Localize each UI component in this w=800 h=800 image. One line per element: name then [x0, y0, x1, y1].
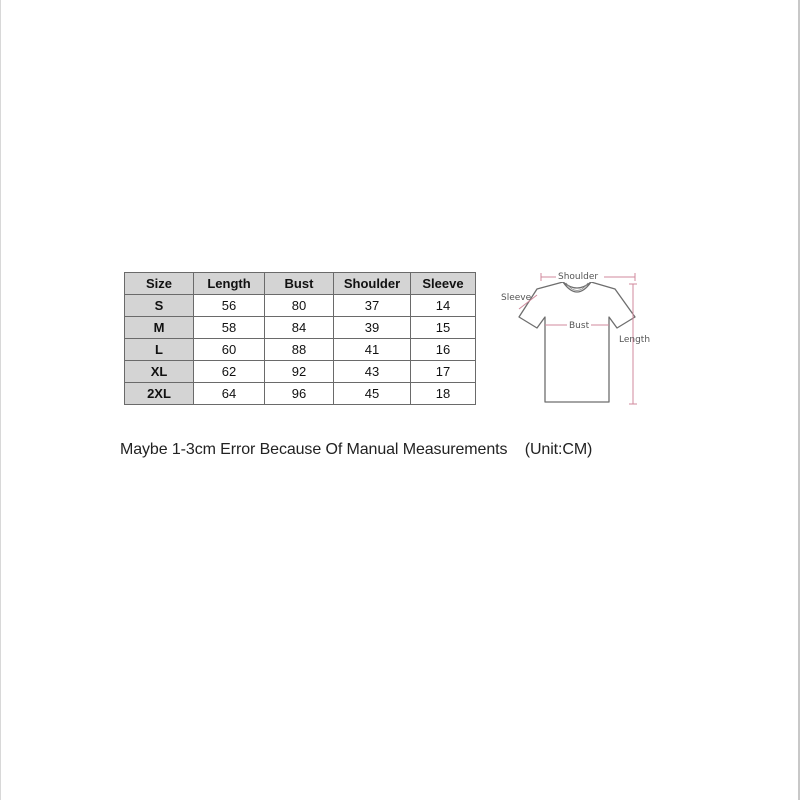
sleeve-label: Sleeve [501, 293, 532, 303]
bust-cell: 92 [265, 361, 334, 383]
bust-cell: 88 [265, 339, 334, 361]
length-cell: 64 [194, 383, 265, 405]
table-row [125, 295, 476, 317]
header-length: Length [194, 273, 265, 295]
shoulder-label: Shoulder [558, 272, 599, 282]
length-cell: 58 [194, 317, 265, 339]
tshirt-measurement-diagram [497, 262, 665, 412]
bust-cell: 80 [265, 295, 334, 317]
shoulder-cell: 39 [334, 317, 411, 339]
page-left-edge [0, 0, 1, 800]
size-cell: L [125, 339, 194, 361]
size-cell: S [125, 295, 194, 317]
length-cell: 56 [194, 295, 265, 317]
table-row [125, 361, 476, 383]
header-size: Size [125, 273, 194, 295]
sleeve-cell: 16 [411, 339, 476, 361]
bust-cell: 84 [265, 317, 334, 339]
sleeve-cell: 14 [411, 295, 476, 317]
length-cell: 62 [194, 361, 265, 383]
sleeve-cell: 17 [411, 361, 476, 383]
table-row [125, 339, 476, 361]
header-sleeve: Sleeve [411, 273, 476, 295]
shoulder-cell: 45 [334, 383, 411, 405]
measurement-note: Maybe 1-3cm Error Because Of Manual Measurements (Unit:CM) [120, 441, 593, 458]
sleeve-cell: 15 [411, 317, 476, 339]
length-cell: 60 [194, 339, 265, 361]
size-cell: XL [125, 361, 194, 383]
length-label: Length [619, 335, 651, 345]
bust-cell: 96 [265, 383, 334, 405]
header-bust: Bust [265, 273, 334, 295]
table-header-row [125, 273, 476, 295]
shoulder-cell: 41 [334, 339, 411, 361]
tshirt-outline-icon [519, 282, 635, 402]
shoulder-cell: 43 [334, 361, 411, 383]
size-cell: 2XL [125, 383, 194, 405]
shoulder-cell: 37 [334, 295, 411, 317]
header-shoulder: Shoulder [334, 273, 411, 295]
size-chart-table [124, 272, 476, 405]
bust-label: Bust [569, 321, 590, 331]
size-cell: M [125, 317, 194, 339]
table-row [125, 317, 476, 339]
table-row [125, 383, 476, 405]
sleeve-cell: 18 [411, 383, 476, 405]
